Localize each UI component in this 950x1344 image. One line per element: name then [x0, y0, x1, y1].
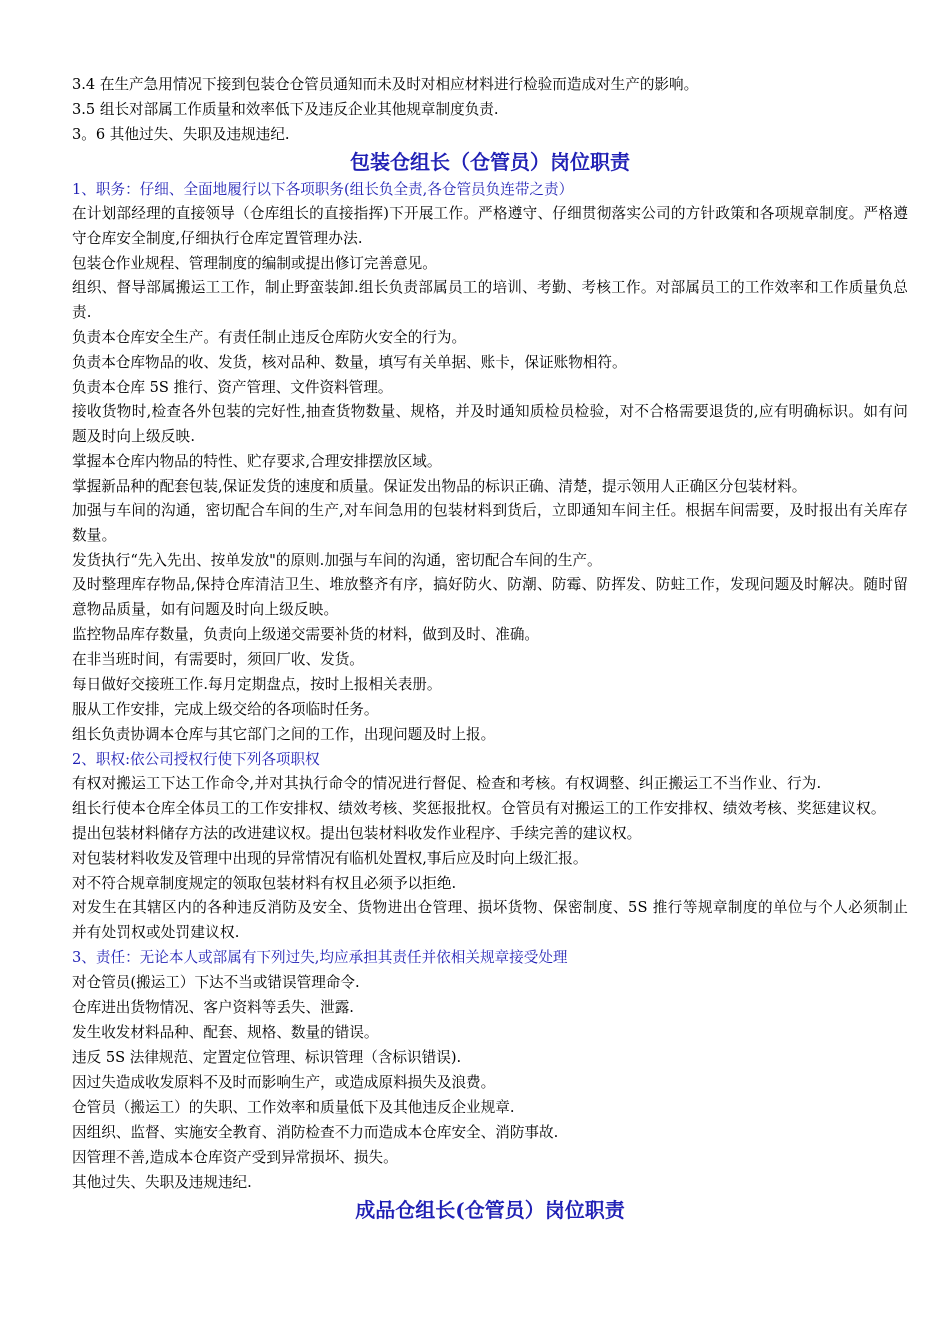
- section-1-title: 1、职务：仔细、全面地履行以下各项职务(组长负全责,各仓管员负连带之责）: [72, 181, 574, 198]
- section-1-item: 及时整理库存物品,保持仓库清洁卫生、堆放整齐有序，搞好防火、防潮、防霉、防挥发、防蛀工作，发现问题及时解决。随时留意物品质量，如有问题及时向上级反映。: [72, 576, 908, 618]
- top-item-3-5: 3.5 组长对部属工作质量和效率低下及违反企业其他规章制度负责.: [72, 101, 499, 118]
- section-3-item: 因过失造成收发原料不及时而影响生产，或造成原料损失及浪费。: [72, 1074, 496, 1091]
- section-1-item: 包装仓作业规程、管理制度的编制或提出修订完善意见。: [72, 255, 437, 272]
- top-item-3-6: 3。6 其他过失、失职及违规违纪.: [72, 126, 290, 143]
- section-2-item: 提出包装材料储存方法的改进建议权。提出包装材料收发作业程序、手续完善的建议权。: [72, 825, 642, 842]
- section-2-item: 对不符合规章制度规定的领取包装材料有权且必须予以拒绝.: [72, 875, 457, 892]
- section-1-item: 发货执行“先入先出、按单发放"的原则.加强与车间的沟通，密切配合车间的生产。: [72, 552, 602, 569]
- section-2-item: 对发生在其辖区内的各种违反消防及安全、货物进出仓管理、损坏货物、保密制度、5S 推行等规章制度的单位与个人必须制止并有处罚权或处罚建议权.: [72, 899, 908, 941]
- section-3-item: 发生收发材料品种、配套、规格、数量的错误。: [72, 1024, 379, 1041]
- section-1-item: 负责本仓库安全生产。有责任制止违反仓库防火安全的行为。: [72, 329, 467, 346]
- section-1-item: 每日做好交接班工作.每月定期盘点，按时上报相关表册。: [72, 676, 442, 693]
- section-3-item: 仓管员（搬运工）的失职、工作效率和质量低下及其他违反企业规章.: [72, 1099, 515, 1116]
- section-1-item: 服从工作安排，完成上级交给的各项临时任务。: [72, 701, 379, 718]
- section-3-item: 仓库进出货物情况、客户资料等丢失、泄露.: [72, 999, 354, 1016]
- section-2-title: 2、职权:依公司授权行使下列各项职权: [72, 751, 320, 768]
- section-1-item: 在非当班时间，有需要时，须回厂收、发货。: [72, 651, 364, 668]
- section-3-item: 其他过失、失职及违规违纪.: [72, 1174, 252, 1191]
- section-3-item: 因管理不善,造成本仓库资产受到异常损坏、损失。: [72, 1149, 398, 1166]
- section-1-item: 组织、督导部属搬运工工作，制止野蛮装卸.组长负责部属员工的培训、考勤、考核工作。对部属员工的工作效率和工作质量负总责.: [72, 279, 908, 321]
- section-2-item: 组长行使本仓库全体员工的工作安排权、绩效考核、奖惩报批权。仓管员有对搬运工的工作安排权、绩效考核、奖惩建议权。: [72, 799, 886, 817]
- section-3-title: 3、责任：无论本人或部属有下列过失,均应承担其责任并依相关规章接受处理: [72, 949, 568, 966]
- section-1-item: 在计划部经理的直接领导（仓库组长的直接指挥)下开展工作。严格遵守、仔细贯彻落实公司的方针政策和各项规章制度。严格遵守仓库安全制度,仔细执行仓库定置管理办法.: [72, 205, 908, 247]
- section-2-item: 有权对搬运工下达工作命令,并对其执行命令的情况进行督促、检查和考核。有权调整、纠正搬运工不当作业、行为.: [72, 775, 822, 792]
- section-3-item: 因组织、监督、实施安全教育、消防检查不力而造成本仓库安全、消防事故.: [72, 1124, 559, 1141]
- section-1-item: 负责本仓库 5S 推行、资产管理、文件资料管理。: [72, 379, 393, 396]
- document-page: [72, 72, 908, 1225]
- section-1-item: 组长负责协调本仓库与其它部门之间的工作，出现问题及时上报。: [72, 726, 496, 743]
- section-1-item: 掌握本仓库内物品的特性、贮存要求,合理安排摆放区域。: [72, 453, 442, 470]
- heading-packaging-warehouse: 包装仓组长（仓管员）岗位职责: [350, 150, 630, 174]
- section-1-item: 加强与车间的沟通，密切配合车间的生产,对车间急用的包装材料到货后，立即通知车间主任。根据车间需要，及时报出有关库存数量。: [72, 502, 908, 544]
- section-3-item: 对仓管员(搬运工）下达不当或错误管理命令.: [72, 974, 360, 991]
- section-3-item: 违反 5S 法律规范、定置定位管理、标识管理（含标识错误).: [72, 1049, 462, 1066]
- section-1-item: 负责本仓库物品的收、发货，核对品种、数量，填写有关单据、账卡，保证账物相符。: [72, 354, 627, 371]
- heading-finished-goods-warehouse: 成品仓组长(仓管员）岗位职责: [355, 1198, 625, 1222]
- section-1-item: 监控物品库存数量，负责向上级递交需要补货的材料，做到及时、准确。: [72, 626, 540, 643]
- section-1-item: 掌握新品种的配套包装,保证发货的速度和质量。保证发出物品的标识正确、清楚，提示领用人正确区分包装材料。: [72, 478, 807, 495]
- section-2-item: 对包装材料收发及管理中出现的异常情况有临机处置权,事后应及时向上级汇报。: [72, 850, 588, 867]
- section-1-item: 接收货物时,检查各外包装的完好性,抽查货物数量、规格，并及时通知质检员检验，对不合格需要退货的,应有明确标识。如有问题及时向上级反映.: [72, 403, 908, 445]
- top-item-3-4: 3.4 在生产急用情况下接到包装仓仓管员通知而未及时对相应材料进行检验而造成对生产的影响。: [72, 76, 699, 93]
